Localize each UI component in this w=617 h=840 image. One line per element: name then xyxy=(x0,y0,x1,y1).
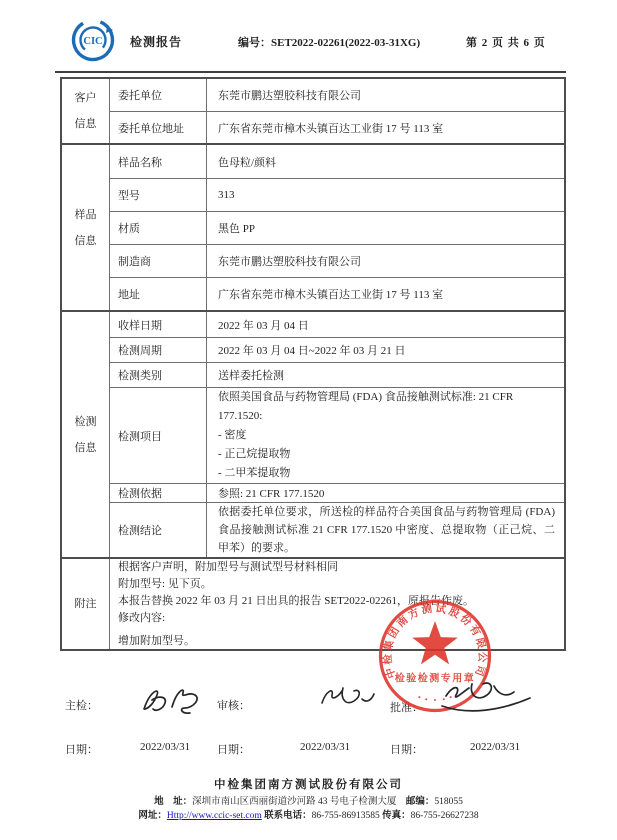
zip-value: 518055 xyxy=(434,797,463,807)
address-label: 地 址： xyxy=(154,797,193,807)
field-value-conclusion xyxy=(207,503,564,557)
field-value: 2022 年 03 月 04 日~2022 年 03 月 21 日 xyxy=(218,345,406,357)
reviewer-date: 2022/03/31 xyxy=(300,741,351,753)
section-test-info xyxy=(62,310,564,557)
field-value: 2022 年 03 月 04 日 xyxy=(218,319,309,332)
approver-signature xyxy=(438,676,536,725)
field-label: 样品名称 xyxy=(110,145,207,178)
note-line: 本报告替换 2022 年 03 月 21 日出具的报告 SET2022-02261，原报告作废。 xyxy=(118,594,474,607)
notes-cell xyxy=(110,559,564,649)
section-customer-info xyxy=(62,79,564,143)
footer-address-line xyxy=(0,793,617,807)
field-value: 黑色 PP xyxy=(218,223,255,235)
table-row xyxy=(110,502,564,557)
web-label: 网址： xyxy=(138,811,167,821)
table-row xyxy=(110,145,564,178)
note-line: 增加附加型号。 xyxy=(118,634,195,647)
table-row xyxy=(110,277,564,310)
note-line: 根据客户声明，附加型号与测试型号材料相同 xyxy=(118,560,338,573)
table-row xyxy=(110,387,564,483)
date-label: 日期： xyxy=(65,744,98,756)
field-label: 委托单位地址 xyxy=(110,112,207,143)
seal-company-text: 中检集团南方测试股份有限公司 xyxy=(382,603,488,680)
field-value-test-items xyxy=(207,388,564,483)
field-label: 检测结论 xyxy=(110,503,207,557)
field-label: 制造商 xyxy=(110,245,207,277)
inspector-signature xyxy=(136,681,208,726)
field-label: 检测依据 xyxy=(110,484,207,502)
date-label: 日期： xyxy=(390,744,423,756)
table-row xyxy=(110,312,564,337)
report-table xyxy=(60,77,566,651)
report-title: 检测报告 xyxy=(130,35,183,49)
seal-star-icon xyxy=(412,621,458,664)
field-label: 收样日期 xyxy=(110,312,207,337)
conclusion-text: 依据委托单位要求，所送检的样品符合美国食品与药物管理局 (FDA) 食品接触测试标准 21 CFR 177.1520 中密度、总提取物（正己烷、二甲苯）的要求。 xyxy=(218,506,555,554)
zip-label: 邮编： xyxy=(396,797,435,807)
field-label: 材质 xyxy=(110,212,207,244)
field-label: 型号 xyxy=(110,179,207,211)
reviewer-label: 审核： xyxy=(217,700,250,712)
fax-label: 传真： xyxy=(379,811,411,821)
field-value: 送样委托检测 xyxy=(218,370,284,382)
report-number-label: 编号： xyxy=(238,37,271,49)
test-item-line: - 二甲苯提取物 xyxy=(218,467,291,479)
table-row xyxy=(110,79,564,111)
page-indicator: 第 2 页 共 6 页 xyxy=(466,37,546,49)
table-row xyxy=(110,211,564,244)
date-label: 日期： xyxy=(217,744,250,756)
table-row xyxy=(110,244,564,277)
tel-value: 86-755-86913585 xyxy=(311,811,380,821)
test-item-line: - 正己烷提取物 xyxy=(218,448,291,460)
note-line: 修改内容: xyxy=(118,611,166,624)
footer-company-name: 中检集团南方测试股份有限公司 xyxy=(214,779,403,791)
section-label-notes: 附注 xyxy=(62,559,110,649)
section-label-sample: 样品 信息 xyxy=(62,145,110,310)
inspector-date: 2022/03/31 xyxy=(140,741,191,753)
test-item-line: - 密度 xyxy=(218,429,247,441)
table-row xyxy=(110,483,564,502)
test-item-line: 依照美国食品与药物管理局 (FDA) 食品接触测试标准: 21 CFR 177.1520: xyxy=(218,391,514,422)
tel-label: 联系电话： xyxy=(261,811,312,821)
table-row xyxy=(110,362,564,387)
field-label: 检测项目 xyxy=(110,388,207,483)
cic-logo xyxy=(70,17,116,63)
field-label: 检测类别 xyxy=(110,363,207,387)
approver-date: 2022/03/31 xyxy=(470,741,521,753)
field-value: 色母粒/颜料 xyxy=(218,156,277,169)
table-row xyxy=(110,178,564,211)
field-label: 地址 xyxy=(110,278,207,310)
section-sample-info xyxy=(62,143,564,310)
table-row xyxy=(110,337,564,362)
note-line: 附加型号: 见下页。 xyxy=(118,577,212,590)
section-label-test: 检测 信息 xyxy=(62,312,110,557)
fax-value: 86-755-26627238 xyxy=(410,811,479,821)
field-label: 检测周期 xyxy=(110,338,207,362)
website-link[interactable]: Http://www.ccic-set.com xyxy=(166,811,262,821)
address-value: 深圳市南山区西丽街道沙河路 43 号电子检测大厦 xyxy=(192,797,397,807)
field-value: 广东省东莞市樟木头镇百达工业街 17 号 113 室 xyxy=(218,289,444,301)
field-value: 东莞市鹏达塑胶科技有限公司 xyxy=(218,256,361,268)
footer-contact-line xyxy=(0,807,617,821)
field-value: 东莞市鹏达塑胶科技有限公司 xyxy=(218,90,361,102)
seal-caption-text: 检验检测专用章 xyxy=(394,673,476,685)
field-value: 313 xyxy=(218,189,235,201)
field-value: 参照: 21 CFR 177.1520 xyxy=(218,488,325,500)
table-row xyxy=(110,111,564,143)
reviewer-signature xyxy=(316,679,376,720)
section-label-customer: 客户 信息 xyxy=(62,79,110,143)
field-value: 广东省东莞市樟木头镇百达工业街 17 号 113 室 xyxy=(218,122,444,135)
report-number-value: SET2022-02261(2022-03-31XG) xyxy=(271,37,421,49)
approver-label: 批准： xyxy=(390,702,423,714)
field-label: 委托单位 xyxy=(110,79,207,111)
logo-text: CIC xyxy=(83,36,103,47)
header-divider xyxy=(55,71,566,73)
report-number xyxy=(238,34,420,50)
inspector-label: 主检： xyxy=(65,700,98,712)
